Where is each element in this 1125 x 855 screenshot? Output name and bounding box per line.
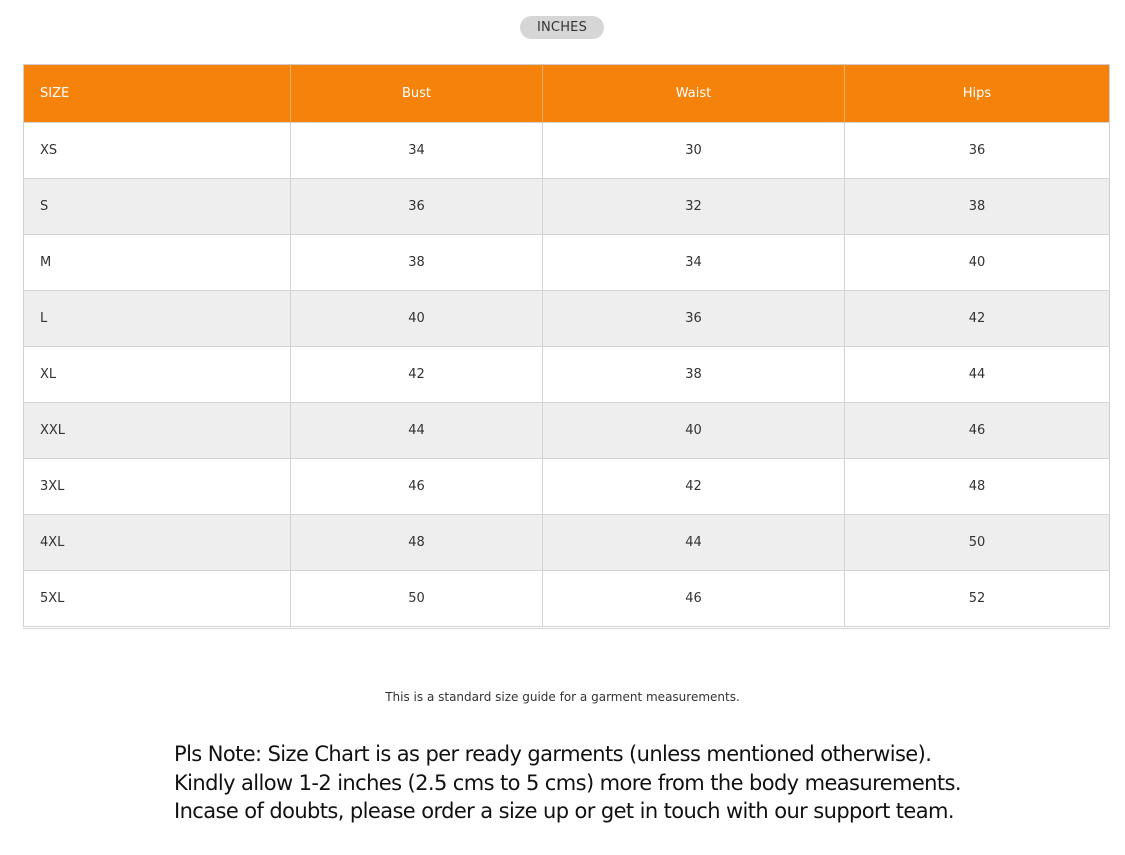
table-row [24,179,1110,235]
bust-cell: 42 [291,347,543,403]
size-cell: 3XL [24,459,291,515]
bust-cell: 46 [291,459,543,515]
waist-cell: 32 [543,179,845,235]
table-row [24,459,1110,515]
table-row [24,235,1110,291]
size-guide-caption: This is a standard size guide for a garment measurements. [385,690,740,704]
waist-cell: 44 [543,515,845,571]
header-bust: Bust [291,65,543,123]
header-size: SIZE [24,65,291,123]
table-row [24,571,1110,628]
table-header-row [24,65,1110,123]
bust-cell: 34 [291,123,543,179]
hips-cell: 50 [845,515,1110,571]
hips-cell: 46 [845,403,1110,459]
size-chart-table [23,64,1110,629]
size-cell: 5XL [24,571,291,628]
header-waist: Waist [543,65,845,123]
bust-cell: 38 [291,235,543,291]
size-cell: L [24,291,291,347]
bust-cell: 44 [291,403,543,459]
hips-cell: 44 [845,347,1110,403]
note-line: Kindly allow 1-2 inches (2.5 cms to 5 cms) more from the body measurements. [174,770,961,795]
unit-badge: INCHES [520,16,604,39]
hips-cell: 42 [845,291,1110,347]
table-row [24,515,1110,571]
size-cell: S [24,179,291,235]
table-row [24,123,1110,179]
size-cell: M [24,235,291,291]
waist-cell: 46 [543,571,845,628]
waist-cell: 36 [543,291,845,347]
table-row [24,347,1110,403]
note-line: Pls Note: Size Chart is as per ready garments (unless mentioned otherwise). [174,742,932,766]
table-row [24,403,1110,459]
size-cell: XL [24,347,291,403]
bust-cell: 36 [291,179,543,235]
hips-cell: 38 [845,179,1110,235]
note-line: Incase of doubts, please order a size up or get in touch with our support team. [174,799,954,823]
size-cell: XS [24,123,291,179]
bust-cell: 48 [291,515,543,571]
bust-cell: 50 [291,571,543,628]
waist-cell: 38 [543,347,845,403]
header-hips: Hips [845,65,1110,123]
waist-cell: 42 [543,459,845,515]
waist-cell: 34 [543,235,845,291]
table-row [24,291,1110,347]
size-cell: 4XL [24,515,291,571]
waist-cell: 40 [543,403,845,459]
hips-cell: 52 [845,571,1110,628]
hips-cell: 48 [845,459,1110,515]
waist-cell: 30 [543,123,845,179]
hips-cell: 36 [845,123,1110,179]
size-cell: XXL [24,403,291,459]
hips-cell: 40 [845,235,1110,291]
bust-cell: 40 [291,291,543,347]
notes-block [174,740,1074,826]
